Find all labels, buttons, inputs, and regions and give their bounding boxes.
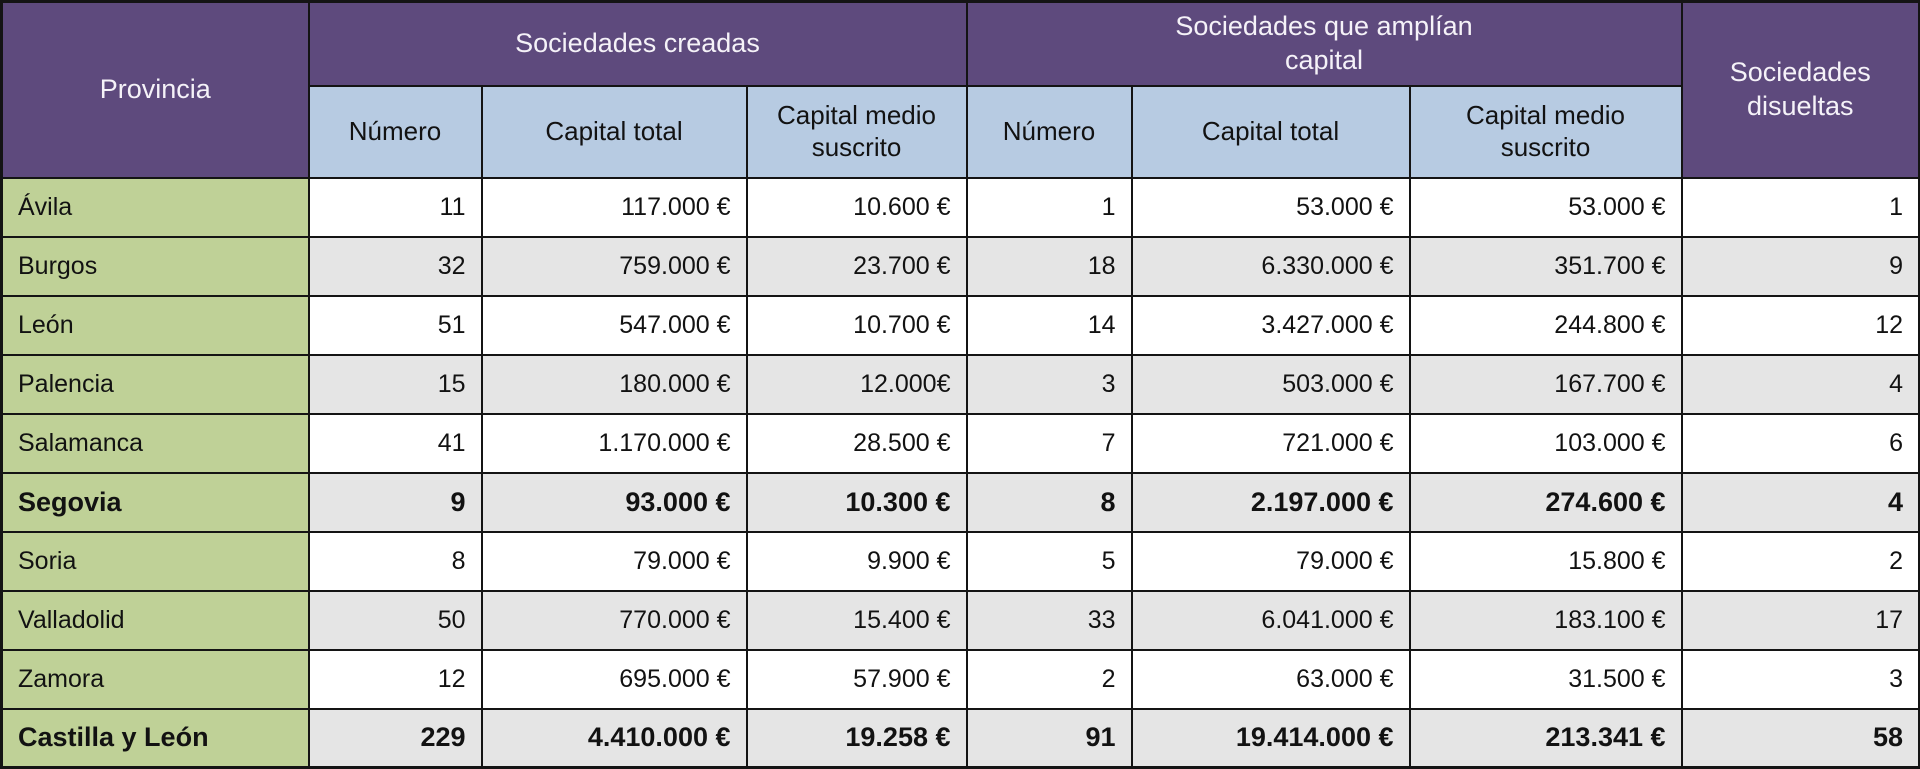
value-cell: 6	[1682, 414, 1920, 473]
value-cell: 14	[967, 296, 1132, 355]
value-cell: 93.000 €	[482, 473, 747, 532]
value-cell: 2	[967, 650, 1132, 709]
column-header-sociedades-disueltas-label: Sociedades disueltas	[1729, 57, 1871, 121]
value-cell: 244.800 €	[1410, 296, 1682, 355]
value-cell: 180.000 €	[482, 355, 747, 414]
value-cell: 12	[1682, 296, 1920, 355]
table-header	[2, 2, 1920, 178]
value-cell: 6.041.000 €	[1132, 591, 1410, 650]
column-header-numero-amplian: Número	[967, 86, 1132, 178]
group-header-sociedades-amplian-capital	[967, 2, 1682, 86]
value-cell: 1	[1682, 178, 1920, 237]
province-cell: Segovia	[2, 473, 309, 532]
value-cell: 9.900 €	[747, 532, 967, 591]
table-row-salamanca	[2, 414, 1920, 473]
value-cell: 103.000 €	[1410, 414, 1682, 473]
value-cell: 3.427.000 €	[1132, 296, 1410, 355]
province-cell: Salamanca	[2, 414, 309, 473]
column-header-capital-medio-amplian: Capital medio suscrito	[1410, 86, 1682, 178]
value-cell: 31.500 €	[1410, 650, 1682, 709]
value-cell: 32	[309, 237, 482, 296]
value-cell: 79.000 €	[482, 532, 747, 591]
value-cell: 3	[967, 355, 1132, 414]
value-cell: 3	[1682, 650, 1920, 709]
value-cell: 1	[967, 178, 1132, 237]
province-cell: Valladolid	[2, 591, 309, 650]
group-header-sociedades-creadas	[309, 2, 967, 86]
table-row-avila	[2, 178, 1920, 237]
column-header-capital-medio-creadas: Capital medio suscrito	[747, 86, 967, 178]
table-row-leon	[2, 296, 1920, 355]
province-cell: Zamora	[2, 650, 309, 709]
table-body	[2, 178, 1920, 768]
column-header-sociedades-disueltas	[1682, 2, 1920, 178]
total-value-cell: 91	[967, 709, 1132, 768]
value-cell: 18	[967, 237, 1132, 296]
province-cell: Burgos	[2, 237, 309, 296]
value-cell: 10.300 €	[747, 473, 967, 532]
value-cell: 53.000 €	[1132, 178, 1410, 237]
table-row-total-castilla-y-leon	[2, 709, 1920, 768]
value-cell: 770.000 €	[482, 591, 747, 650]
value-cell: 33	[967, 591, 1132, 650]
value-cell: 117.000 €	[482, 178, 747, 237]
value-cell: 695.000 €	[482, 650, 747, 709]
column-header-provincia: Provincia	[2, 2, 309, 178]
value-cell: 8	[309, 532, 482, 591]
group-header-sociedades-creadas-label: Sociedades creadas	[515, 27, 760, 58]
column-header-numero-creadas: Número	[309, 86, 482, 178]
value-cell: 17	[1682, 591, 1920, 650]
value-cell: 28.500 €	[747, 414, 967, 473]
value-cell: 9	[309, 473, 482, 532]
value-cell: 7	[967, 414, 1132, 473]
value-cell: 50	[309, 591, 482, 650]
province-cell: León	[2, 296, 309, 355]
value-cell: 9	[1682, 237, 1920, 296]
table-row-valladolid	[2, 591, 1920, 650]
province-cell: Palencia	[2, 355, 309, 414]
value-cell: 10.600 €	[747, 178, 967, 237]
value-cell: 57.900 €	[747, 650, 967, 709]
value-cell: 351.700 €	[1410, 237, 1682, 296]
value-cell: 15	[309, 355, 482, 414]
header-group-row	[2, 2, 1920, 86]
value-cell: 1.170.000 €	[482, 414, 747, 473]
value-cell: 503.000 €	[1132, 355, 1410, 414]
value-cell: 274.600 €	[1410, 473, 1682, 532]
value-cell: 4	[1682, 355, 1920, 414]
value-cell: 759.000 €	[482, 237, 747, 296]
value-cell: 167.700 €	[1410, 355, 1682, 414]
table-row-soria	[2, 532, 1920, 591]
value-cell: 79.000 €	[1132, 532, 1410, 591]
value-cell: 10.700 €	[747, 296, 967, 355]
value-cell: 547.000 €	[482, 296, 747, 355]
column-header-capital-total-amplian: Capital total	[1132, 86, 1410, 178]
value-cell: 12.000€	[747, 355, 967, 414]
total-value-cell: 213.341 €	[1410, 709, 1682, 768]
total-value-cell: 58	[1682, 709, 1920, 768]
value-cell: 53.000 €	[1410, 178, 1682, 237]
value-cell: 8	[967, 473, 1132, 532]
value-cell: 15.400 €	[747, 591, 967, 650]
value-cell: 721.000 €	[1132, 414, 1410, 473]
total-value-cell: 4.410.000 €	[482, 709, 747, 768]
value-cell: 183.100 €	[1410, 591, 1682, 650]
table-row-zamora	[2, 650, 1920, 709]
value-cell: 5	[967, 532, 1132, 591]
value-cell: 41	[309, 414, 482, 473]
table-row-segovia-highlight	[2, 473, 1920, 532]
total-value-cell: 229	[309, 709, 482, 768]
value-cell: 11	[309, 178, 482, 237]
table-row-palencia	[2, 355, 1920, 414]
province-cell: Soria	[2, 532, 309, 591]
value-cell: 12	[309, 650, 482, 709]
value-cell: 6.330.000 €	[1132, 237, 1410, 296]
value-cell: 51	[309, 296, 482, 355]
value-cell: 23.700 €	[747, 237, 967, 296]
value-cell: 63.000 €	[1132, 650, 1410, 709]
value-cell: 2	[1682, 532, 1920, 591]
value-cell: 15.800 €	[1410, 532, 1682, 591]
total-value-cell: 19.414.000 €	[1132, 709, 1410, 768]
province-cell: Ávila	[2, 178, 309, 237]
value-cell: 2.197.000 €	[1132, 473, 1410, 532]
total-value-cell: 19.258 €	[747, 709, 967, 768]
value-cell: 4	[1682, 473, 1920, 532]
total-label-cell: Castilla y León	[2, 709, 309, 768]
column-header-capital-total-creadas: Capital total	[482, 86, 747, 178]
group-header-sociedades-amplian-capital-label: Sociedades que amplían capital	[1175, 11, 1473, 75]
table-row-burgos	[2, 237, 1920, 296]
